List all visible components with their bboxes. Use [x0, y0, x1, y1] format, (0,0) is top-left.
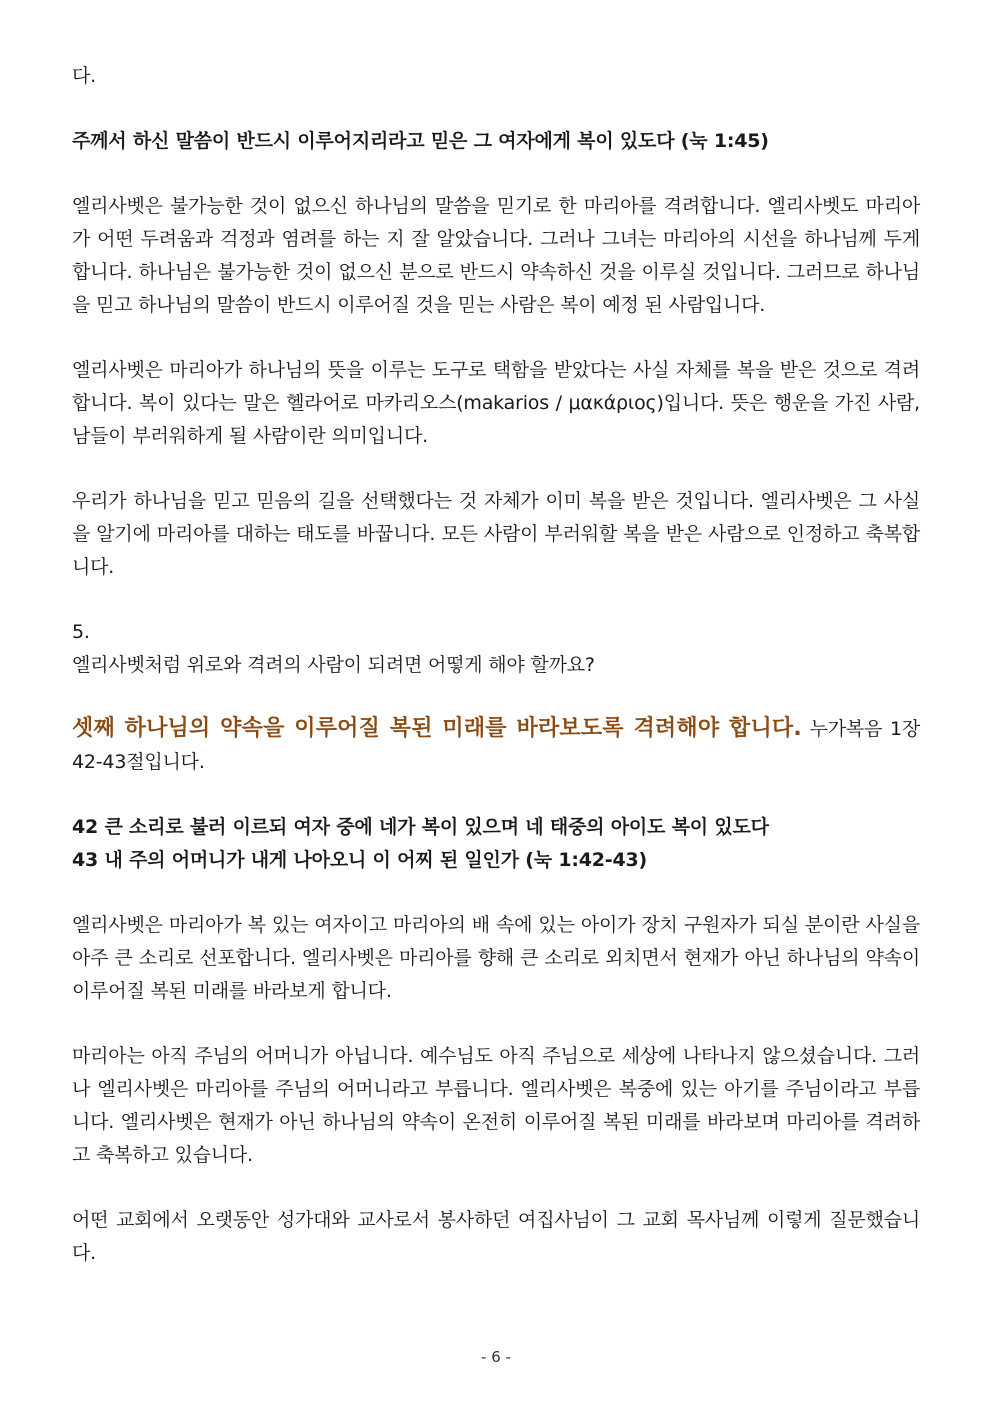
question-text: 엘리사벳처럼 위로와 격려의 사람이 되려면 어떻게 해야 할까요? — [72, 654, 595, 676]
paragraph-already-blessed: 우리가 하나님을 믿고 믿음의 길을 선택했다는 것 자체가 이미 복을 받은 것입니다. 엘리사벳은 그 사실을 알기에 마리아를 대하는 태도를 바꿉니다. 모든 사람이 부러워할 복을 받은 사람으로 인정하고 축복합니다. — [72, 490, 920, 578]
paragraph-loud-proclamation: 엘리사벳은 마리아가 복 있는 여자이고 마리아의 배 속에 있는 아이가 장치 구원자가 되실 분이란 사실을 아주 큰 소리로 선포합니다. 엘리사벳은 마리아를 향해 큰 소리로 외치면서 현재가 아닌 하나님의 약속이 이루어질 복된 미래를 바라보게 합니다. — [72, 914, 920, 1002]
scripture-quote-luke-1-45: 주께서 하신 말씀이 반드시 이루어지리라고 믿은 그 여자에게 복이 있도다 (눅 1:45) — [72, 130, 769, 152]
paragraph-elizabeth-encourages: 엘리사벳은 불가능한 것이 없으신 하나님의 말씀을 믿기로 한 마리아를 격려합니다. 엘리사벳도 마리아가 어떤 두려움과 걱정과 염려를 하는 지 잘 알았습니다. 그러나 그녀는 마리아의 시선을 하나님께 두게 합니다. 하나님은 불가능한 것이 없으신 분으로 반드시 약속하신 것을 이루실 것입니다. 그러므로 하나님을 믿고 하나님의 말씀이 반드시 이루어질 것을 믿는 사람은 복이 예정 된 사람입니다. — [72, 195, 920, 316]
question-number: 5. — [72, 621, 90, 643]
section-heading-third: 셋째 하나님의 약속을 이루어질 복된 미래를 바라보도록 격려해야 합니다. — [72, 716, 802, 741]
paragraph-deaconess-question: 어떤 교회에서 오랫동안 성가대와 교사로서 봉사하던 여집사님이 그 교회 목사님께 이렇게 질문했습니다. — [72, 1209, 920, 1264]
page-number: - 6 - — [481, 1348, 511, 1366]
document-page — [72, 60, 920, 1270]
paragraph-continuation: 다. — [72, 65, 96, 87]
scripture-verse-42: 42 큰 소리로 불러 이르되 여자 중에 네가 복이 있으며 네 태중의 아이도 복이 있도다 — [72, 816, 769, 838]
paragraph-makarios: 엘리사벳은 마리아가 하나님의 뜻을 이루는 도구로 택함을 받았다는 사실 자체를 복을 받은 것으로 격려합니다. 복이 있다는 말은 헬라어로 마카리오스(makarios / μακάριος)입니다. 뜻은 행운을 가진 사람, 남들이 부러워하게 될 사람이란 의미입니다. — [72, 359, 920, 447]
section-lead-rest: 누가복음 1장 42-43절입니다. — [72, 718, 920, 773]
scripture-verse-43: 43 내 주의 어머니가 내게 나아오니 이 어찌 된 일인가 (눅 1:42-43) — [72, 849, 647, 871]
paragraph-not-yet-mother: 마리아는 아직 주님의 어머니가 아닙니다. 예수님도 아직 주님으로 세상에 나타나지 않으셨습니다. 그러나 엘리사벳은 마리아를 주님의 어머니라고 부릅니다. 엘리사벳은 복중에 있는 아기를 주님이라고 부릅니다. 엘리사벳은 현재가 아닌 하나님의 약속이 온전히 이루어질 복된 미래를 바라보며 마리아를 격려하고 축복하고 있습니다. — [72, 1045, 920, 1166]
section-lead-paragraph — [72, 712, 920, 779]
